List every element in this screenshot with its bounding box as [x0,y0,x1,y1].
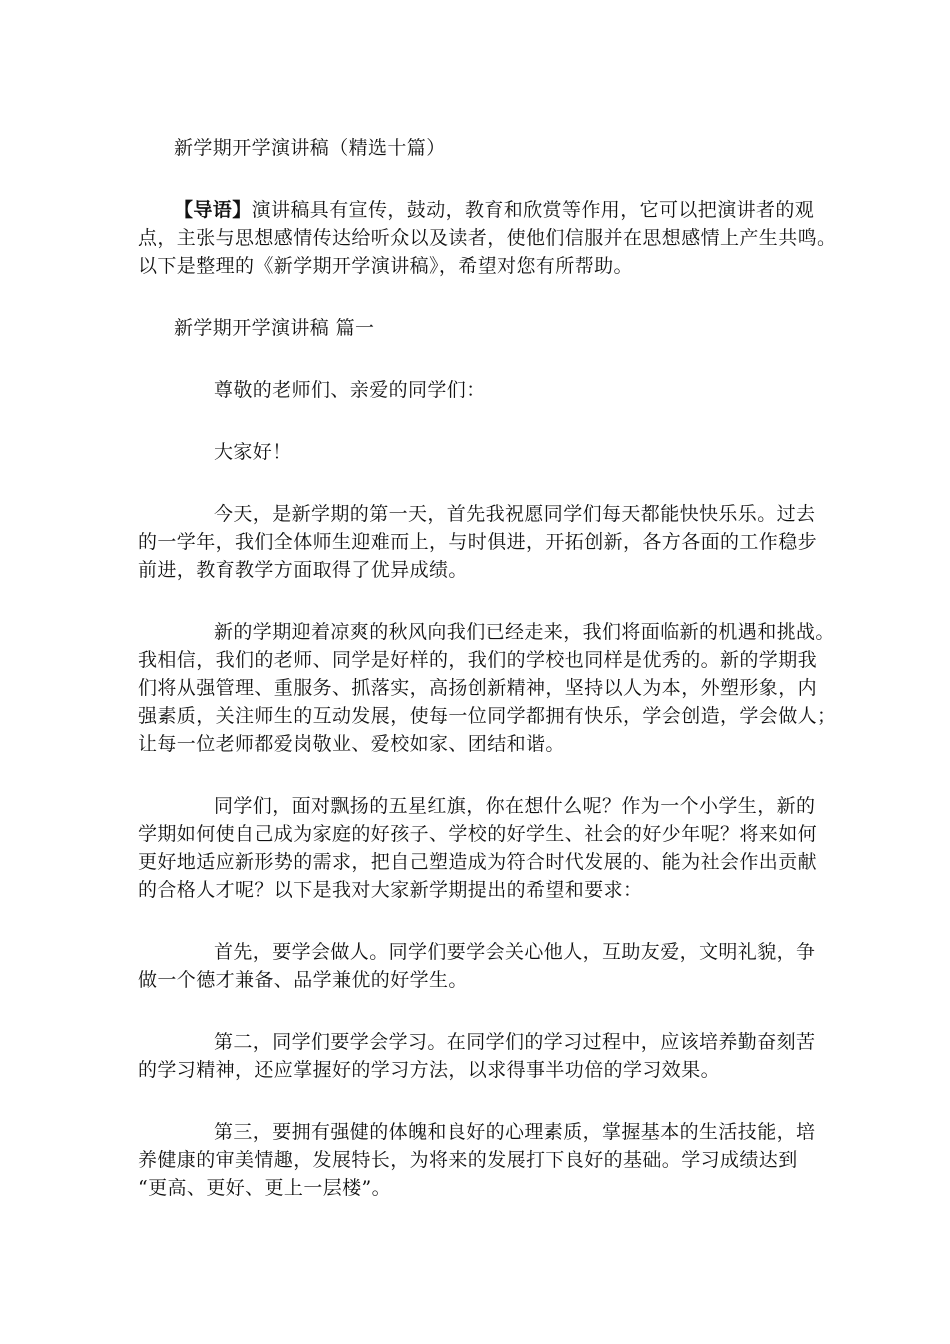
paragraph-line: 前进，教育教学方面取得了优异成绩。 [138,559,468,581]
paragraph-line: 的合格人才呢？以下是我对大家新学期提出的希望和要求： [138,879,643,901]
paragraph-line: 的学习精神，还应掌握好的学习方法，以求得事半功倍的学习效果。 [138,1059,721,1081]
intro-line: 以下是整理的《新学期开学演讲稿》，希望对您有所帮助。 [138,255,633,277]
intro-line: 点，主张与思想感情传达给听众以及读者，使他们信服并在思想感情上产生共鸣。 [138,227,837,249]
body-paragraph-5 [138,1028,816,1084]
paragraph-line: 新的学期迎着凉爽的秋风向我们已经走来，我们将面临新的机遇和挑战。 [214,621,835,643]
body-paragraph-2 [138,618,837,758]
intro-line: 演讲稿具有宣传，鼓动，教育和欣赏等作用，它可以把演讲者的观 [251,199,815,221]
paragraph-line: 让每一位老师都爱岗敬业、爱校如家、团结和谐。 [138,733,565,755]
intro-paragraph [138,196,837,280]
body-paragraph-6 [138,1118,816,1202]
paragraph-line: 学期如何使自己成为家庭的好孩子、学校的好学生、社会的好少年呢？将来如何 [138,823,818,845]
body-paragraph-3 [138,792,818,904]
section-heading: 新学期开学演讲稿 篇一 [174,317,375,339]
document-title: 新学期开学演讲稿（精选十篇） [174,137,446,159]
intro-label: 【导语】 [174,199,252,221]
greeting: 大家好！ [214,441,292,463]
paragraph-line: 今天，是新学期的第一天，首先我祝愿同学们每天都能快快乐乐。过去 [214,503,816,525]
paragraph-line: 的一学年，我们全体师生迎难而上，与时俱进，开拓创新，各方各面的工作稳步 [138,531,818,553]
paragraph-line: “更高、更好、更上一层楼”。 [138,1177,392,1199]
paragraph-line: 更好地适应新形势的需求，把自己塑造成为符合时代发展的、能为社会作出贡献 [138,851,818,873]
body-paragraph-1 [138,500,818,584]
document-content [138,134,837,1202]
paragraph-line: 同学们，面对飘扬的五星红旗，你在想什么呢？作为一个小学生，新的 [214,795,816,817]
paragraph-line: 首先，要学会做人。同学们要学会关心他人，互助友爱，文明礼貌，争 [214,941,816,963]
paragraph-line: 第二，同学们要学会学习。在同学们的学习过程中，应该培养勤奋刻苦 [214,1031,816,1053]
paragraph-line: 养健康的审美情趣，发展特长，为将来的发展打下良好的基础。学习成绩达到 [138,1149,798,1171]
salutation: 尊敬的老师们、亲爱的同学们： [214,379,486,401]
body-paragraph-4 [138,938,816,994]
paragraph-line: 我相信，我们的老师、同学是好样的，我们的学校也同样是优秀的。新的学期我 [138,649,818,671]
paragraph-line: 们将从强管理、重服务、抓落实，高扬创新精神，坚持以人为本，外塑形象，内 [138,677,818,699]
paragraph-line: 做一个德才兼备、品学兼优的好学生。 [138,969,468,991]
paragraph-line: 强素质，关注师生的互动发展，使每一位同学都拥有快乐，学会创造，学会做人； [138,705,837,727]
paragraph-line: 第三，要拥有强健的体魄和良好的心理素质，掌握基本的生活技能，培 [214,1121,816,1143]
